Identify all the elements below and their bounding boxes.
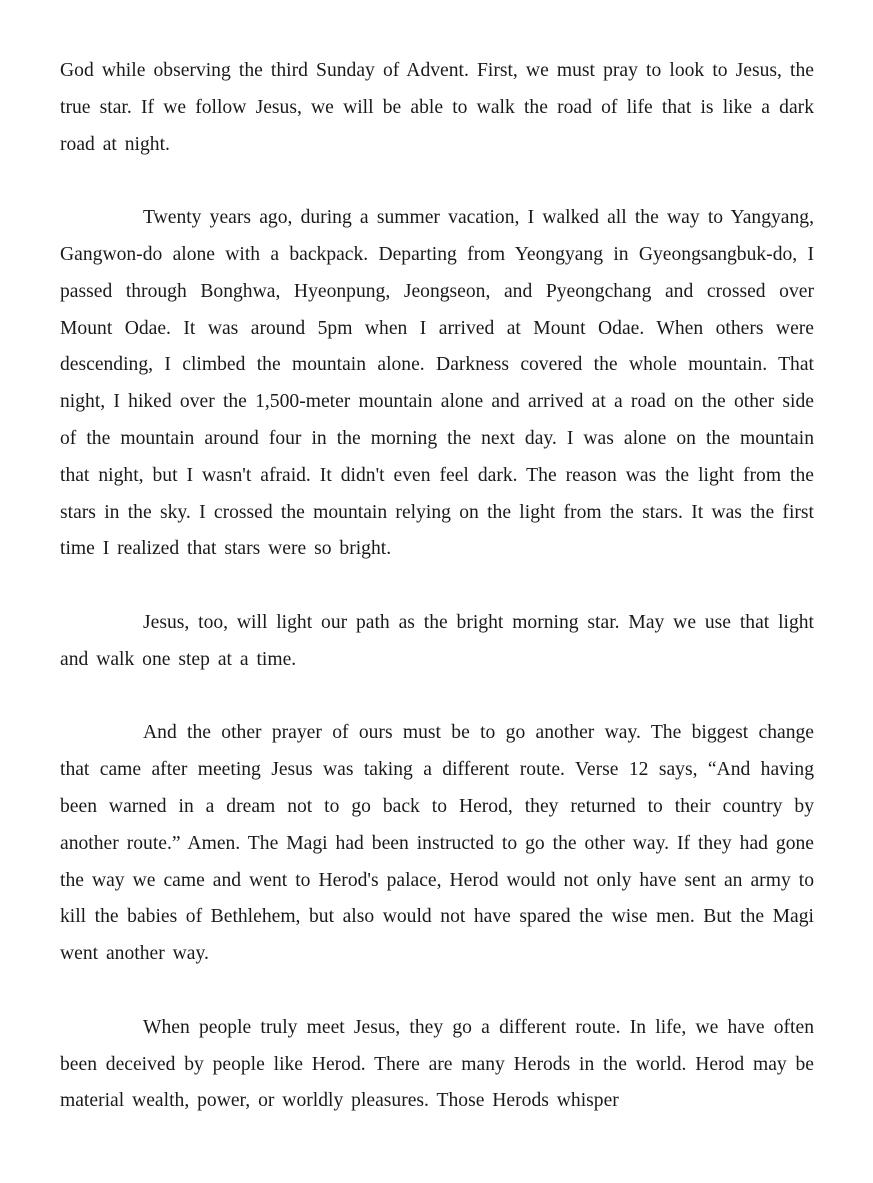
paragraph-5: When people truly meet Jesus, they go a different route. In life, we have often been deceived by people like Herod. There are many Herods in the world. Herod may be material wealth, power, or worldly pleasures. Those Herods whisper [60,1016,814,1112]
paragraph-1: God while observing the third Sunday of Advent. First, we must pray to look to Jesus, the true star. If we follow Jesus, we will be able to walk the road of life that is like a dark road at night. [60,60,814,155]
paragraph-4: And the other prayer of ours must be to go another way. The biggest change that came after meeting Jesus was taking a different route. Verse 12 says, “And having been warned in a dream not to go back to Herod, they returned to their country by another route.” Amen. The Magi had been instructed to go the other way. If they had gone the way we came and went to Herod's palace, Herod would not only have sent an army to kill the babies of Bethlehem, but also would not have spared the wise men. But the Magi went another way. [60,722,814,965]
paragraph-2: Twenty years ago, during a summer vacation, I walked all the way to Yangyang, Gangwon-do alone with a backpack. Departing from Yeongyang in Gyeongsangbuk-do, I passed through Bonghwa, Hyeonpung, Jeongseon, and Pyeongchang and crossed over Mount Odae. It was around 5pm when I arrived at Mount Odae. When others were descending, I climbed the mountain alone. Darkness covered the whole mountain. That night, I hiked over the 1,500-meter mountain alone and arrived at a road on the other side of the mountain around four in the morning the next day. I was alone on the mountain that night, but I wasn't afraid. It didn't even feel dark. The reason was the light from the stars in the sky. I crossed the mountain relying on the light from the stars. It was the first time I realized that stars were so bright. [60,207,814,560]
body-text [60,53,814,1157]
paragraph-3: Jesus, too, will light our path as the bright morning star. May we use that light and walk one step at a time. [60,611,814,670]
